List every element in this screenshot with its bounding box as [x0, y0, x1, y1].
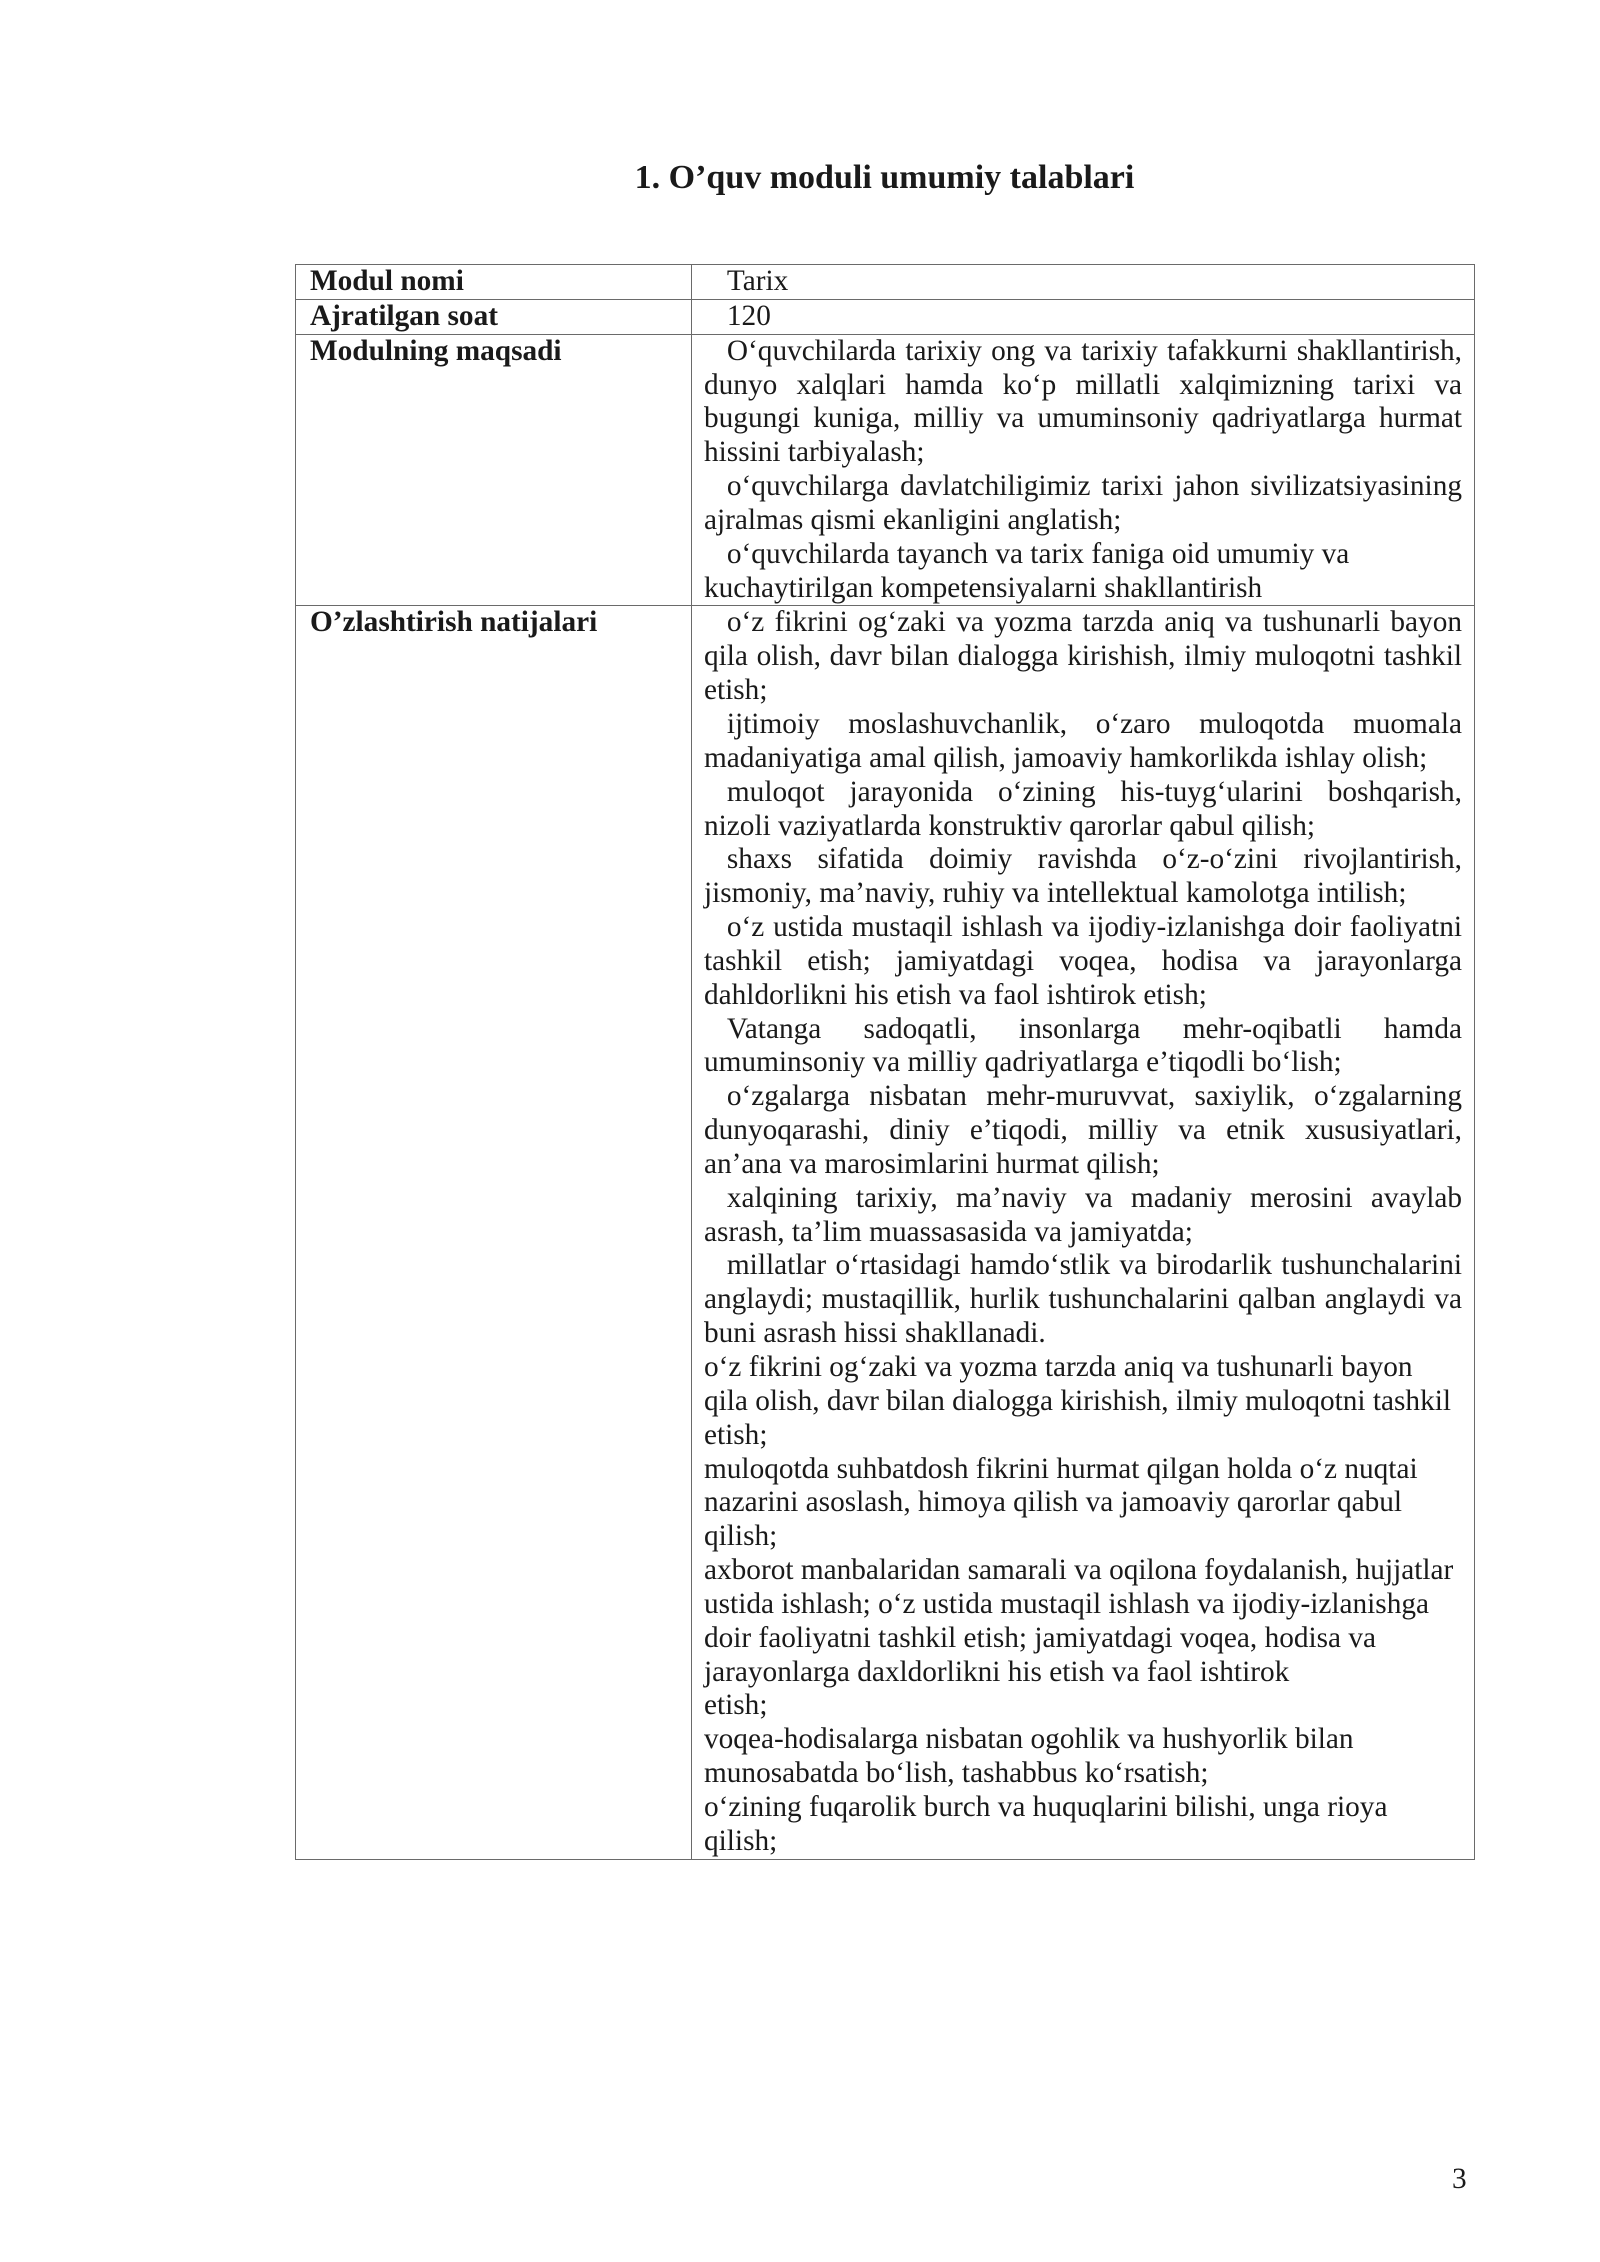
page-number: 3: [1452, 2163, 1467, 2195]
table-row: [296, 334, 1475, 606]
paragraph: [704, 911, 1462, 1013]
row-label: Modul nomi: [296, 265, 692, 300]
row-label: Ajratilgan soat: [296, 299, 692, 334]
paragraph: [704, 300, 1462, 334]
text-line: nazarini asoslash, himoya qilish va jamoaviy qarorlar qabul: [704, 1486, 1403, 1519]
paragraph: [704, 1453, 1462, 1555]
page-title: 1. O’quv moduli umumiy talablari: [634, 159, 1135, 196]
paragraph: [704, 843, 1462, 911]
paragraph: [704, 1013, 1462, 1081]
paragraph: [704, 776, 1462, 844]
paragraph: [704, 335, 1462, 470]
text-line: o‘z ustida mustaqil ishlash va ijodiy-izlanishga doir faoliyatni: [726, 911, 1462, 944]
text-line: umuminsoniy va milliy qadriyatlarga e’tiqodli bo‘lish;: [704, 1046, 1342, 1079]
text-line: anglaydi; mustaqillik, hurlik tushunchalarini qalban anglaydi va: [704, 1283, 1462, 1316]
text-line: madaniyatiga amal qilish, jamoaviy hamkorlikda ishlay olish;: [704, 741, 1428, 774]
text-line: o‘quvchilarga davlatchiligimiz tarixi jahon sivilizatsiyasining: [726, 470, 1462, 503]
row-value: [692, 265, 1475, 300]
requirements-table: [295, 264, 1475, 1860]
text-line: millatlar o‘rtasidagi hamdo‘stlik va birodarlik tushunchalarini: [726, 1249, 1462, 1282]
paragraph: [704, 606, 1462, 708]
text-line: jarayonlarga daxldorlikni his etish va faol ishtirok: [704, 1655, 1290, 1688]
paragraph: [704, 1351, 1462, 1453]
text-line: voqea-hodisalarga nisbatan ogohlik va hushyorlik bilan: [704, 1723, 1354, 1756]
text-line: o‘quvchilarda tayanch va tarix faniga oid umumiy va: [726, 537, 1350, 570]
text-line: dunyoqarashi, diniy e’tiqodi, milliy va etnik xususiyatlari,: [704, 1114, 1462, 1147]
text-line: hissini tarbiyalash;: [704, 436, 925, 469]
text-line: qilish;: [704, 1520, 778, 1553]
table-row: [296, 265, 1475, 300]
table-row: [296, 299, 1475, 334]
paragraph: [704, 265, 1462, 299]
text-line: etish;: [704, 1418, 768, 1451]
text-line: qila olish, davr bilan dialogga kirishish, ilmiy muloqotni tashkil: [704, 1384, 1452, 1417]
text-line: nizoli vaziyatlarda konstruktiv qarorlar qabul qilish;: [704, 809, 1316, 842]
text-line: o‘z fikrini og‘zaki va yozma tarzda aniq va tushunarli bayon: [704, 1351, 1413, 1383]
text-line: jismoniy, ma’naviy, ruhiy va intellektual kamolotga intilish;: [704, 877, 1407, 910]
text-line: qilish;: [704, 1824, 778, 1857]
text-line: xalqining tarixiy, ma’naviy va madaniy merosini avaylab: [726, 1181, 1462, 1214]
row-label: Modulning maqsadi: [296, 334, 692, 606]
paragraph: [704, 1554, 1462, 1723]
text-line: muloqotda suhbatdosh fikrini hurmat qilgan holda o‘z nuqtai: [704, 1452, 1418, 1485]
text-line: 120: [726, 299, 771, 332]
text-line: buni asrash hissi shakllanadi.: [704, 1317, 1046, 1350]
text-line: O‘quvchilarda tarixiy ong va tarixiy tafakkurni shakllantirish,: [726, 334, 1462, 367]
paragraph: [704, 708, 1462, 776]
paragraph: [704, 538, 1462, 606]
text-line: dahldorlikni his etish va faol ishtirok etish;: [704, 978, 1207, 1011]
paragraph: [704, 1723, 1462, 1791]
paragraph: [704, 1249, 1462, 1351]
paragraph: [704, 1080, 1462, 1182]
text-line: doir faoliyatni tashkil etish; jamiyatdagi voqea, hodisa va: [704, 1621, 1377, 1654]
text-line: tashkil etish; jamiyatdagi voqea, hodisa va jarayonlarga: [704, 944, 1462, 977]
text-line: ustida ishlash; o‘z ustida mustaqil ishlash va ijodiy-izlanishga: [704, 1587, 1429, 1620]
text-line: Tarix: [726, 265, 789, 297]
text-line: o‘z fikrini og‘zaki va yozma tarzda aniq va tushunarli bayon: [726, 606, 1462, 639]
text-line: etish;: [704, 1689, 768, 1722]
text-line: ijtimoiy moslashuvchanlik, o‘zaro muloqotda muomala: [726, 707, 1462, 740]
text-line: etish;: [704, 674, 768, 707]
text-line: muloqot jarayonida o‘zining his-tuyg‘ularini boshqarish,: [726, 775, 1462, 808]
row-label: O’zlashtirish natijalari: [296, 606, 692, 1859]
text-line: shaxs sifatida doimiy ravishda o‘z-o‘zini rivojlantirish,: [726, 843, 1462, 876]
table-row: [296, 606, 1475, 1859]
row-value: [692, 299, 1475, 334]
paragraph: [704, 1791, 1462, 1859]
text-line: dunyo xalqlari hamda ko‘p millatli xalqimizning tarixi va: [704, 368, 1462, 401]
text-line: o‘zining fuqarolik burch va huquqlarini bilishi, unga rioya: [704, 1790, 1388, 1823]
text-line: axborot manbalaridan samarali va oqilona foydalanish, hujjatlar: [704, 1554, 1454, 1587]
text-line: bugungi kuniga, milliy va umuminsoniy qadriyatlarga hurmat: [704, 402, 1462, 435]
text-line: asrash, ta’lim muassasasida va jamiyatda;: [704, 1215, 1193, 1248]
row-value: [692, 606, 1475, 1859]
text-line: Vatanga sadoqatli, insonlarga mehr-oqibatli hamda: [726, 1012, 1462, 1045]
text-line: qila olish, davr bilan dialogga kirishish, ilmiy muloqotni tashkil: [704, 640, 1462, 673]
text-line: an’ana va marosimlarini hurmat qilish;: [704, 1147, 1160, 1180]
paragraph: [704, 1182, 1462, 1250]
paragraph: [704, 470, 1462, 538]
text-line: kuchaytirilgan kompetensiyalarni shakllantirish: [704, 571, 1263, 604]
text-line: o‘zgalarga nisbatan mehr-muruvvat, saxiylik, o‘zgalarning: [726, 1080, 1462, 1113]
text-line: munosabatda bo‘lish, tashabbus ko‘rsatish;: [704, 1757, 1209, 1790]
row-value: [692, 334, 1475, 606]
text-line: ajralmas qismi ekanligini anglatish;: [704, 503, 1122, 536]
